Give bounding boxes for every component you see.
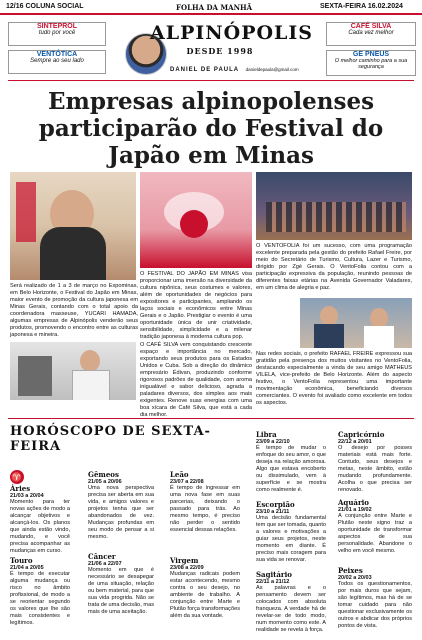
sign-text: Todos os questionamentos, por mais duros que sejam, são legítimos, mas há de se tomar cuidado para não questionar exclusivamente os outros e abdicar dos próprios pontos de vista.: [338, 581, 412, 629]
ad-title: GE PNEUS: [352, 51, 390, 58]
ad-ventotica[interactable]: [8, 50, 106, 74]
sign-name: Aquário: [338, 498, 369, 507]
ad-subtitle: Cada vez melhor: [348, 30, 394, 36]
photo-festival: [140, 172, 252, 268]
sign-text: Mudanças radicais podem estar acontecendo, mesmo contra o seu desejo, no ambiente de trabalho. A conjunção entre Marte e Plutão força transformações além da sua vontade.: [170, 571, 240, 619]
photo-cafe: [10, 342, 136, 400]
sign-sagitario: [256, 570, 326, 634]
header-rule: [0, 13, 422, 15]
sign-aries: [10, 470, 70, 555]
page-section: 12/16 COLUNA SOCIAL: [6, 3, 84, 10]
sign-escorpiao: [256, 500, 326, 564]
ad-sinteprol[interactable]: [8, 22, 106, 46]
sign-text: É tempo de ingressar em uma nova fase em suas parcerias, deixando o passado para trás. Ao mesmo tempo, é preciso não perder o sentido essencial dessas relações.: [170, 485, 240, 533]
photo-ventofolia: [256, 172, 412, 240]
paper-name: FOLHA DA MANHÃ: [176, 3, 253, 12]
sign-date: 21/03 a 20/04: [10, 493, 44, 499]
masthead-rule: [8, 80, 414, 81]
sign-date: 21/01 a 19/02: [338, 507, 372, 513]
sign-name: Libra: [256, 430, 277, 439]
aries-icon: ♈: [11, 472, 23, 482]
ad-title: SINTEPROL: [36, 23, 78, 30]
column-author: [170, 67, 310, 73]
sign-name: Áries: [10, 484, 31, 493]
sign-name: Virgem: [170, 556, 199, 565]
photo-rafael: [300, 298, 412, 348]
sign-cancer: [88, 552, 154, 616]
sign-text: Momento em que é necessário se desapegar de uma situação, relação ou bem material, para que sua vida progrida. Não se trata de uma decisão, mas mais de uma aceitação.: [88, 567, 154, 615]
sign-text: A conjunção entre Marte e Plutão neste signo traz a oportunidade de transformar aspectos de sua personalidade. Abandone o velho em você mesmo.: [338, 513, 412, 554]
sign-peixes: [338, 566, 412, 630]
author-name: DANIEL DE PAULA: [170, 67, 239, 73]
sign-date: 20/02 a 20/03: [338, 575, 372, 581]
main-headline: Empresas alpinopolenses participarão do Festival do Japão em Minas: [38, 88, 384, 169]
sign-name: Capricórnio: [338, 430, 385, 439]
top-bar: [0, 0, 422, 14]
sign-name: Leão: [170, 470, 189, 479]
sign-aquario: [338, 498, 412, 555]
sign-text: Momento para ter novas ações de modo a alcançar objetivos e alcançá-los. Os planos que ainda estão vindo, mudando, e você precisa acompanhar as mudanças em curso.: [10, 499, 70, 554]
sign-date: 21/06 a 22/07: [88, 561, 122, 567]
sign-text: É tempo de mudar o enfoque do seu amor, o que deseja na relação amorosa. Algo que estava encoberto ou dissimulado, vem à superfície e se mostra como realmente é.: [256, 445, 326, 493]
sign-date: 21/05 a 20/06: [88, 479, 122, 485]
ad-ge-pneus[interactable]: [326, 50, 416, 76]
horoscope-rule: [8, 418, 414, 419]
sign-name: Sagitário: [256, 570, 292, 579]
ad-subtitle: tudo por você: [38, 30, 76, 36]
sign-leao: [170, 470, 240, 534]
sign-name: Gêmeos: [88, 470, 119, 479]
ad-subtitle: O melhor caminho para a sua segurança: [334, 58, 408, 70]
issue-date: SEXTA-FEIRA 16.02.2024: [320, 3, 403, 10]
photo-yucari: [10, 172, 136, 280]
horoscope-title: HORÓSCOPO DE SEXTA-FEIRA: [10, 424, 211, 454]
sign-virgem: [170, 556, 240, 620]
sign-text: Uma decisão fundamental tem que ser tomada, quanto a valores e motivações a guiar seus projetos, neste momento em diante. É preciso mais coragem para sua vida se renovar.: [256, 515, 326, 563]
sign-gemeos: [88, 470, 154, 541]
column-since: DESDE 1998: [186, 46, 254, 56]
article-ventofolia: O VENTOFOLIA foi um sucesso, com uma programação excelente preparada pela gestão do prefeito Rafael Freire, por meio do Secretário de Turismo, Cultura, Lazer e Turismo, dirigido por Zgé Gerais. O VentoFolia contou com a participação expressiva da população, reunindo pessoas de diferentes faixas etárias na Avenida Governador Valadares, em um clima de alegria e paz.: [256, 243, 412, 291]
sign-text: As palavras e o pensamento devem ser colocados com absoluta franqueza. A verdade há de revelar-se de todo modo, num momento como este. A realidade se revela à força.: [256, 585, 326, 633]
sign-touro: [10, 556, 70, 627]
sign-text: Uma nova perspectiva precisa ser aberta em sua vida, e amigos valores e projetos tenha que ser abandonados de vez. Mudanças profundas em seu modo de pensar a si mesmo.: [88, 485, 154, 540]
sign-date: 23/08 a 22/09: [170, 565, 204, 571]
sign-text: É tempo de executar alguma mudança ou risco no âmbito profissional, de modo a se reorientar segundo os valores que lhe são mais consistentes e legítimos.: [10, 571, 70, 626]
sign-name: Peixes: [338, 566, 363, 575]
column-title: ALPINÓPOLIS: [150, 22, 313, 44]
sign-date: 22/12 a 20/01: [338, 439, 372, 445]
article-festival: O FESTIVAL DO JAPÃO EM MINAS visa proporcionar uma imersão na diversidade da cultura nipônica, seus costumes e valores, além de oportunidades de negócios para expositores e participantes, ampliando os laços sociais e econômicos entre Minas Gerais e o Japão. Prestigiar o evento é uma oportunidade única de unir criatividade, sensibilidade, simplicidade e a milenar tradição japonesa à moderna cultura pop.: [140, 271, 252, 340]
sign-date: 23/09 a 22/10: [256, 439, 290, 445]
sign-name: Touro: [10, 556, 33, 565]
sign-capricornio: [338, 430, 412, 494]
sign-date: 21/04 a 20/05: [10, 565, 44, 571]
sign-name: Escorpião: [256, 500, 295, 509]
sign-date: 23/07 a 22/08: [170, 479, 204, 485]
author-email: danieldepaula@gmail.com: [245, 67, 299, 72]
sign-text: O desejo por posses materiais está mais forte. Contudo, seus desejos e metas, neste âmbito, estão mudando profundamente. Acolha o que precisa ser renovado.: [338, 445, 412, 493]
sign-libra: [256, 430, 326, 494]
sign-date: 22/11 a 21/12: [256, 579, 290, 585]
ad-subtitle: Sempre ao seu lado: [30, 58, 84, 64]
sign-name: Câncer: [88, 552, 116, 561]
ad-title: CAFÉ SILVA: [350, 23, 392, 30]
article-yucari: Será realizado de 1 a 3 de março no Expominas, em Belo Horizonte, o Festival do Japão em Minas, maior evento de promoção da cultura japonesa em Minas Gerais, contando com o total apoio da coordenadora masseuse, YUCARI HAMADA, algumas empresas de Alpinópolis venderão seus produtos, promovendo o encontro entre as culturas japonesa e mineira.: [10, 283, 138, 338]
ad-cafe-silva[interactable]: [326, 22, 416, 46]
article-cafe: O CAFÉ SILVA vem conquistando crescente espaço e importância no mercado, exportando seus produtos para os Estados Unidos e Cuba. Sob a direção do dinâmico empresário Édivan, produzindo conforme rigorosos padrões de qualidade, com aroma inigualável e sabor delicioso, agrada a paladares diversos, dos simples aos mais exigentes. Renove suas energias com uma boa xícara de Café Silva, que está a cada dia melhor.: [140, 342, 252, 418]
ad-title: VENTÓTICA: [36, 51, 78, 58]
article-rafael: Nas redes sociais, o prefeito RAFAEL FREIRE expressou sua gratidão pela presença dos muitos visitantes no VentoFolia, destacando especialmente a vinda de seu amigo MATHEUS VILELA, vice-prefeito de Belo Horizonte. Além do aspecto festivo, o VentoFolia representou uma importante movimentação econômica, beneficiando diversos comerciantes. O evento foi avaliado como excelente em todos os aspectos.: [256, 351, 412, 406]
sign-date: 23/10 a 21/11: [256, 509, 290, 515]
